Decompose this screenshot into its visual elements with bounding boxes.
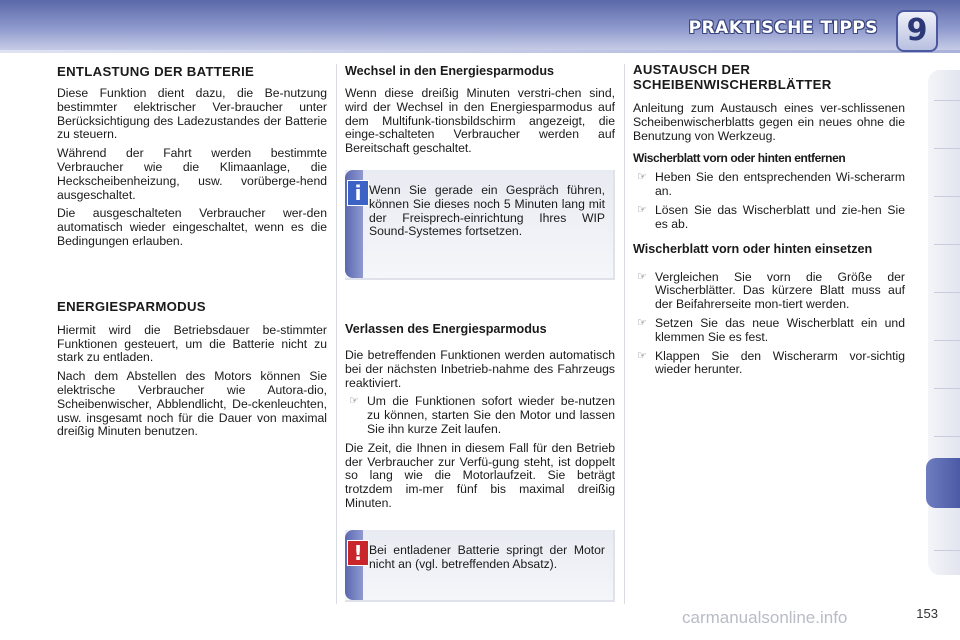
pointing-finger-icon: ☞ [637, 171, 647, 184]
list-item-text: Setzen Sie das neue Wischerblatt ein und klemmen Sie es fest. [655, 315, 905, 344]
list-item-text: Vergleichen Sie vorn die Größe der Wischerblätter. Das kürzere Blatt muss auf der Beifahrerseite mon-tiert werden. [655, 269, 905, 312]
section-title-battery: ENTLASTUNG DER BATTERIE [57, 64, 255, 79]
paragraph: Anleitung zum Austausch eines ver-schlissenen Scheibenwischerblatts gegen ein neues ohne die Benutzung von Werkzeug. [633, 101, 905, 143]
page-number: 153 [916, 606, 938, 621]
paragraph: Wenn diese dreißig Minuten verstri-chen sind, wird der Wechsel in den Energiesparmodus auf dem Multifunk-tionsbildschirm angezeigt, die einge-schalteten Verbraucher werden auf Bereitschaft geschaltet. [345, 86, 615, 156]
subsection-title-remove-blade: Wischerblatt vorn oder hinten entfernen [633, 151, 846, 166]
watermark: carmanualsonline.info [682, 608, 848, 627]
paragraph: Die ausgeschalteten Verbraucher wer-den automatisch wieder eingeschaltet, wenn es die Bedingungen erlauben. [57, 206, 327, 248]
paragraph: Während der Fahrt werden bestimmte Verbraucher wie die Klimaanlage, die Heckscheibenheizung, usw. vorüberge-hend ausgeschaltet. [57, 146, 327, 202]
tab-divider [934, 244, 960, 245]
warning-note-text: Bei entladener Batterie springt der Motor nicht an (vgl. betreffenden Absatz). [369, 543, 605, 571]
section-title-energy-saving: ENERGIESPARMODUS [57, 298, 206, 314]
column-middle-lower [345, 322, 615, 516]
paragraph: Nach dem Abstellen des Motors können Sie elektrische Verbraucher wie Autora-dio, Scheibenwischer, Abblendlicht, De-ckenleuchten, usw. insgesamt noch für die Dauer von maximal dreißig Minuten benutzen. [57, 369, 327, 439]
column-middle [345, 58, 615, 161]
tab-divider [934, 100, 960, 101]
pointing-finger-icon: ☞ [637, 203, 647, 216]
warning-icon: ! [347, 540, 369, 566]
list-item-text: Klappen Sie den Wischerarm vor-sichtig wieder herunter. [655, 348, 905, 377]
list-item [633, 350, 905, 378]
chapter-title: PRAKTISCHE TIPPS [688, 18, 878, 38]
info-note [345, 170, 615, 280]
info-icon: i [347, 180, 369, 206]
column-divider [624, 64, 625, 604]
list-item-text: Um die Funktionen sofort wieder be-nutzen zu können, starten Sie den Motor und lassen Sie ihn kurze Zeit laufen. [367, 394, 615, 436]
tab-divider [934, 388, 960, 389]
list-item [345, 395, 615, 436]
subsection-title-insert-blade: Wischerblatt vorn oder hinten einsetzen [633, 241, 873, 256]
column-right [633, 58, 905, 382]
tab-divider [934, 196, 960, 197]
tab-divider [934, 436, 960, 437]
pointing-finger-icon: ☞ [637, 270, 647, 283]
list-item-text: Lösen Sie das Wischerblatt und zie-hen Sie es ab. [655, 202, 905, 231]
list-item [633, 317, 905, 345]
paragraph: Diese Funktion dient dazu, die Be-nutzung bestimmter elektrischer Ver-braucher unter Berücksichtigung des Ladezustandes der Batterie zu steuern. [57, 86, 327, 142]
list-item-text: Heben Sie den entsprechenden Wi-scherarm an. [655, 170, 905, 199]
info-note-text: Wenn Sie gerade ein Gespräch führen, können Sie dieses noch 5 Minuten lang mit der Freisprech-einrichtung Ihres WIP Sound-Systemes fortsetzen. [369, 183, 605, 239]
subsection-title-enter-mode: Wechsel in den Energiesparmodus [345, 64, 555, 78]
column-left [57, 58, 327, 444]
chapter-badge[interactable] [896, 10, 938, 52]
header-strip [0, 50, 960, 53]
pointing-finger-icon: ☞ [637, 349, 647, 362]
pointing-finger-icon: ☞ [637, 316, 647, 329]
paragraph: Die Zeit, die Ihnen in diesem Fall für den Betrieb der Verbraucher zur Verfü-gung steht, ist doppelt so lang wie die Motorlaufzeit. Sie beträgt trotzdem im-mer fünf bis maximal dreißig Minuten. [345, 440, 615, 510]
subsection-title-exit-mode: Verlassen des Energiesparmodus [345, 322, 547, 336]
list-item [633, 271, 905, 312]
active-chapter-tab[interactable] [926, 458, 960, 508]
section-title-wiper-blades: AUSTAUSCH DER SCHEIBENWISCHERBLÄTTER [633, 62, 832, 92]
pointing-finger-icon: ☞ [349, 395, 359, 408]
tab-divider [934, 292, 960, 293]
column-divider [336, 64, 337, 604]
warning-note [345, 530, 615, 602]
paragraph: Hiermit wird die Betriebsdauer be-stimmter Funktionen gesteuert, um die Batterie nicht zu stark zu entladen. [57, 322, 327, 365]
tab-divider [934, 340, 960, 341]
chapter-number: 9 [906, 13, 928, 48]
list-item [633, 171, 905, 199]
tab-divider [934, 550, 960, 551]
paragraph: Die betreffenden Funktionen werden automatisch bei der nächsten Inbetrieb-nahme des Fahrzeugs reaktiviert. [345, 348, 615, 390]
tab-divider [934, 148, 960, 149]
list-item [633, 204, 905, 232]
